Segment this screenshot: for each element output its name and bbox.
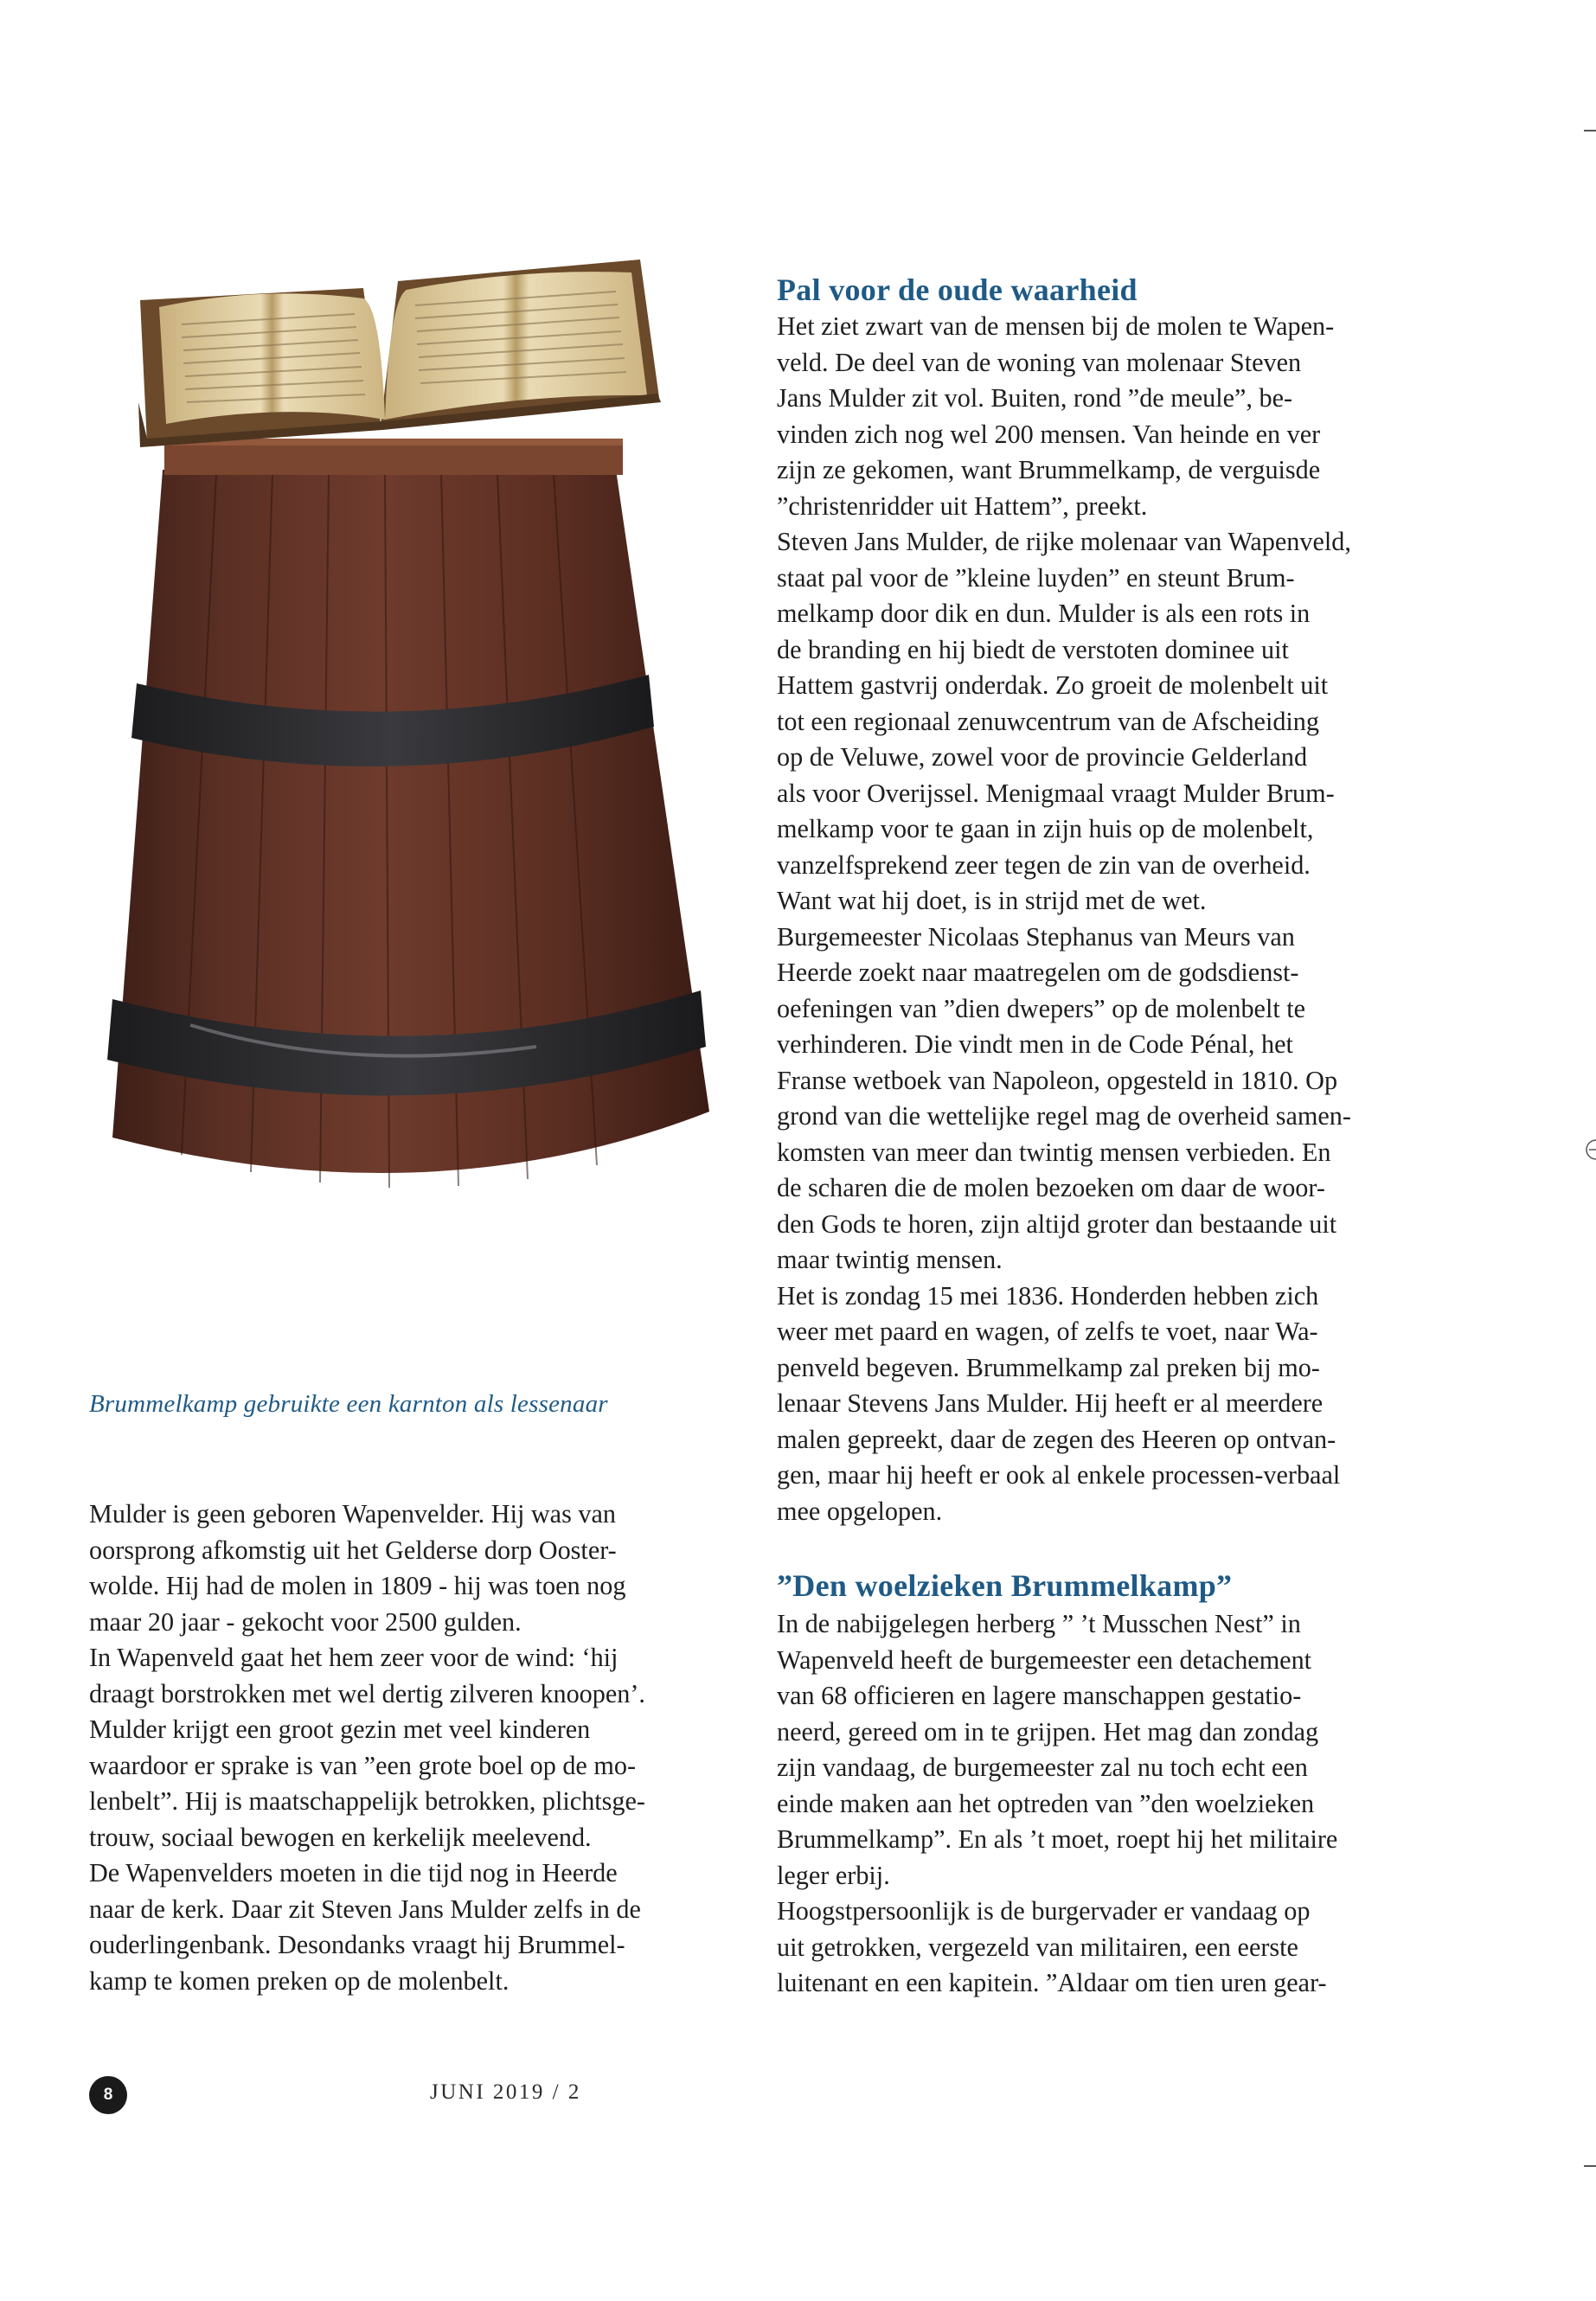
text-line: zijn vandaag, de burgemeester zal nu toch echt een bbox=[777, 1753, 1308, 1782]
text-line: verhinderen. Die vindt men in de Code Pénal, het bbox=[777, 1029, 1293, 1059]
text-line: Wapenveld heeft de burgemeester een detachement bbox=[777, 1644, 1312, 1675]
crop-mark-top bbox=[1584, 130, 1596, 131]
text-line: ”christenridder uit Hattem”, preekt. bbox=[777, 490, 1148, 521]
text-line: weer met paard en wagen, of zelfs te voet, naar Wa- bbox=[777, 1317, 1318, 1346]
section2-body bbox=[777, 1606, 1452, 2002]
text-line: Heerde zoekt naar maatregelen om de godsdienst- bbox=[777, 958, 1299, 987]
text-line: komsten van meer dan twintig mensen verbieden. En bbox=[777, 1137, 1331, 1167]
registration-mark-icon bbox=[1584, 1138, 1596, 1161]
text-line: Franse wetboek van Napoleon, opgesteld in 1810. Op bbox=[777, 1065, 1338, 1095]
page-number-badge: 8 bbox=[89, 2076, 127, 2114]
text-line: Jans Mulder zit vol. Buiten, rond ”de meule”, be- bbox=[777, 383, 1293, 413]
text-line: Mulder is geen geboren Wapenvelder. Hij was van bbox=[89, 1499, 616, 1529]
churn-lectern-illustration bbox=[87, 247, 727, 1328]
text-line: maar 20 jaar - gekocht voor 2500 gulden. bbox=[89, 1606, 522, 1637]
text-line: als voor Overijssel. Menigmaal vraagt Mulder Brum- bbox=[777, 778, 1335, 808]
text-line: Burgemeester Nicolaas Stephanus van Meurs van bbox=[777, 921, 1295, 952]
text-line: malen gepreekt, daar de zegen des Heeren op ontvan- bbox=[777, 1424, 1336, 1454]
text-line: mee opgelopen. bbox=[777, 1496, 943, 1526]
text-line: In de nabijgelegen herberg ” ’t Musschen Nest” in bbox=[777, 1609, 1301, 1638]
text-line: van 68 officieren en lagere manschappen gestatio- bbox=[777, 1681, 1302, 1710]
text-line: Hattem gastvrij onderdak. Zo groeit de molenbelt uit bbox=[777, 670, 1329, 700]
text-line: grond van die wettelijke regel mag de overheid samen- bbox=[777, 1101, 1351, 1131]
text-line: oorsprong afkomstig uit het Gelderse dorp Ooster- bbox=[89, 1535, 617, 1565]
text-line: zijn ze gekomen, want Brummelkamp, de verguisde bbox=[777, 455, 1321, 484]
text-line: ouderlingenbank. Desondanks vraagt hij Brummel- bbox=[89, 1930, 625, 1959]
text-line: oefeningen van ”dien dwepers” op de molenbelt te bbox=[777, 993, 1306, 1023]
text-line: Want wat hij doet, is in strijd met de wet. bbox=[777, 886, 1207, 915]
text-line: de branding en hij biedt de verstoten dominee uit bbox=[777, 634, 1289, 664]
open-bible-icon bbox=[138, 260, 661, 447]
text-line: gen, maar hij heeft er ook al enkele processen-verbaal bbox=[777, 1460, 1341, 1490]
text-line: Steven Jans Mulder, de rijke molenaar van Wapenveld, bbox=[777, 527, 1351, 556]
text-line: de scharen die de molen bezoeken om daar de woor- bbox=[777, 1173, 1325, 1202]
section-heading-pal-voor: Pal voor de oude waarheid bbox=[777, 272, 1138, 307]
text-line: trouw, sociaal bewogen en kerkelijk meelevend. bbox=[89, 1822, 592, 1852]
section1-body bbox=[777, 309, 1452, 1529]
text-line: Het ziet zwart van de mensen bij de molen te Wapen- bbox=[777, 311, 1335, 341]
text-line: luitenant en een kapitein. ”Aldaar om tien uren gear- bbox=[777, 1968, 1327, 1997]
left-column-text bbox=[89, 1497, 729, 1999]
text-line: uit getrokken, vergezeld van militairen, een eerste bbox=[777, 1932, 1298, 1962]
section-heading-woelzieken: ”Den woelzieken Brummelkamp” bbox=[777, 1568, 1233, 1603]
text-line: maar twintig mensen. bbox=[777, 1245, 1003, 1274]
text-line: vinden zich nog wel 200 mensen. Van heinde en ver bbox=[777, 419, 1321, 449]
text-line: kamp te komen preken op de molenbelt. bbox=[89, 1965, 510, 1996]
text-line: draagt borstrokken met wel dertig zilveren knoopen’. bbox=[89, 1678, 645, 1708]
text-line: wolde. Hij had de molen in 1809 - hij was toen nog bbox=[89, 1571, 626, 1600]
text-line: vanzelfsprekend zeer tegen de zin van de overheid. bbox=[777, 849, 1311, 880]
text-line: lenbelt”. Hij is maatschappelijk betrokken, plichtsge- bbox=[89, 1786, 645, 1816]
crop-mark-bottom bbox=[1584, 2165, 1596, 2167]
text-line: tot een regionaal zenuwcentrum van de Afscheiding bbox=[777, 706, 1319, 736]
text-line: De Wapenvelders moeten in die tijd nog in Heerde bbox=[89, 1858, 618, 1888]
text-line: neerd, gereed om in te grijpen. Het mag dan zondag bbox=[777, 1716, 1319, 1747]
text-line: penveld begeven. Brummelkamp zal preken bij mo- bbox=[777, 1352, 1320, 1382]
text-line: op de Veluwe, zowel voor de provincie Gelderland bbox=[777, 742, 1308, 772]
text-line: Hoogstpersoonlijk is de burgervader er vandaag op bbox=[777, 1896, 1311, 1926]
text-line: In Wapenveld gaat het hem zeer voor de wind: ‘hij bbox=[89, 1643, 619, 1672]
text-line: lenaar Stevens Jans Mulder. Hij heeft er al meerdere bbox=[777, 1388, 1324, 1418]
text-line: Mulder krijgt een groot gezin met veel kinderen bbox=[89, 1715, 591, 1744]
figure-caption: Brummelkamp gebruikte een karnton als lessenaar bbox=[89, 1390, 608, 1418]
text-line: Het is zondag 15 mei 1836. Honderden hebben zich bbox=[777, 1280, 1319, 1311]
text-line: den Gods te horen, zijn altijd groter dan bestaande uit bbox=[777, 1208, 1337, 1239]
text-line: einde maken aan het optreden van ”den woelzieken bbox=[777, 1788, 1315, 1818]
text-line: waardoor er sprake is van ”een grote boel op de mo- bbox=[89, 1750, 637, 1780]
text-line: veld. De deel van de woning van molenaar Steven bbox=[777, 347, 1302, 377]
text-line: staat pal voor de ”kleine luyden” en steunt Brum- bbox=[777, 562, 1295, 593]
text-line: Brummelkamp”. En als ’t moet, roept hij het militaire bbox=[777, 1824, 1338, 1854]
text-line: melkamp voor te gaan in zijn huis op de molenbelt, bbox=[777, 814, 1314, 843]
lectern-board bbox=[164, 439, 623, 475]
text-line: melkamp door dik en dun. Mulder is als een rots in bbox=[777, 599, 1311, 628]
text-line: naar de kerk. Daar zit Steven Jans Mulder zelfs in de bbox=[89, 1894, 641, 1924]
issue-label: JUNI 2019 / 2 bbox=[430, 2080, 581, 2104]
text-line: leger erbij. bbox=[777, 1860, 890, 1890]
